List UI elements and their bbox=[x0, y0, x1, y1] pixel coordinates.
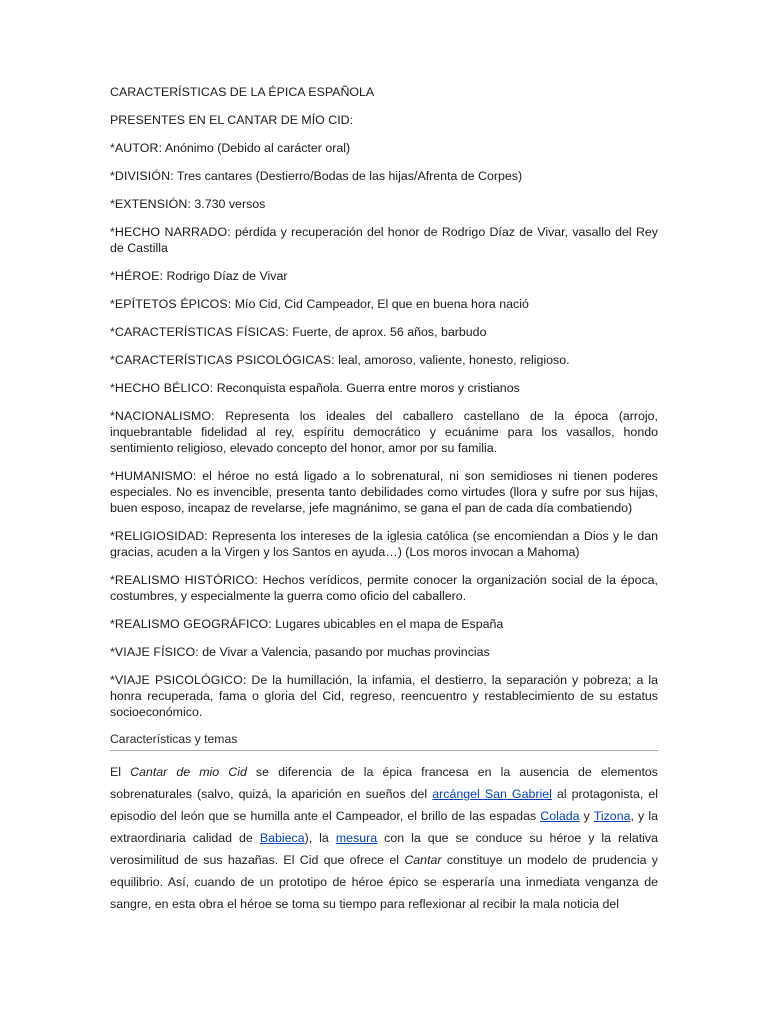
characteristic-item bbox=[110, 644, 658, 660]
characteristic-key: *HÉROE: bbox=[110, 269, 164, 283]
wiki-text: al protagonista, el episodio del león que se humilla ante el Campeador, el brillo de las espadas bbox=[110, 787, 659, 823]
wiki-text: y bbox=[579, 809, 594, 823]
characteristic-value: De la humillación, la infamia, el destierro, la separación y pobreza; a la honra recuperada, fama o gloria del Cid, regreso, reencuentro y restablecimiento de su estatus socioeconómico. bbox=[110, 673, 658, 719]
characteristic-key: *VIAJE FÍSICO: bbox=[110, 645, 199, 659]
characteristic-item bbox=[110, 168, 658, 184]
wiki-text: El bbox=[110, 765, 131, 779]
characteristic-item bbox=[110, 224, 658, 256]
wiki-paragraph bbox=[110, 761, 658, 915]
characteristic-value: 3.730 versos bbox=[190, 197, 266, 211]
characteristic-value: el héroe no está ligado a lo sobrenatural, ni son semidioses ni tienen poderes especiales. No es invencible, presenta tanto debilidades como virtudes (llora y sufre por sus hijas, buen esposo, incapaz de revelarse, jefe magnánimo, se gana el pan de cada día combatiendo) bbox=[110, 469, 658, 515]
wiki-italic-cantar: Cantar bbox=[404, 853, 442, 867]
characteristic-item bbox=[110, 528, 658, 560]
characteristic-key: *EXTENSIÓN: bbox=[110, 197, 191, 211]
section-title: Características y temas bbox=[110, 732, 658, 751]
characteristic-value: Rodrigo Díaz de Vivar bbox=[163, 269, 288, 283]
characteristic-value: pérdida y recuperación del honor de Rodrigo Díaz de Vivar, vasallo del Rey de Castilla bbox=[110, 225, 658, 255]
characteristic-value: Fuerte, de aprox. 56 años, barbudo bbox=[288, 325, 487, 339]
characteristic-key: *EPÍTETOS ÉPICOS: bbox=[110, 297, 232, 311]
characteristic-key: *CARACTERÍSTICAS FÍSICAS: bbox=[110, 325, 289, 339]
wiki-text: con la que se conduce su héroe y la relativa verosimilitud de sus hazañas. El Cid que ofrece el bbox=[110, 831, 658, 867]
characteristic-item bbox=[110, 140, 658, 156]
wiki-text: ), la bbox=[304, 831, 336, 845]
characteristic-value: Anónimo (Debido al carácter oral) bbox=[162, 141, 351, 155]
characteristic-key: *REALISMO HISTÓRICO: bbox=[110, 573, 258, 587]
link-arcangel-san-gabriel[interactable]: arcángel San Gabriel bbox=[432, 787, 552, 801]
characteristic-item bbox=[110, 352, 658, 368]
characteristic-value: Reconquista española. Guerra entre moros y cristianos bbox=[213, 381, 520, 395]
characteristic-key: *CARACTERÍSTICAS PSICOLÓGICAS: bbox=[110, 353, 335, 367]
characteristic-item bbox=[110, 196, 658, 212]
characteristic-item bbox=[110, 324, 658, 340]
characteristic-item bbox=[110, 296, 658, 312]
characteristic-value: Hechos verídicos, permite conocer la organización social de la época, costumbres, y especialmente la guerra como oficio del caballero. bbox=[110, 573, 658, 603]
characteristic-item bbox=[110, 468, 658, 516]
link-babieca[interactable]: Babieca bbox=[259, 831, 305, 845]
wiki-italic-title: Cantar de mio Cid bbox=[130, 765, 247, 779]
characteristic-key: *RELIGIOSIDAD: bbox=[110, 529, 208, 543]
characteristic-value: Representa los ideales del caballero castellano de la época (arrojo, inquebrantable fidelidad al rey, espíritu democrático y ecuánime para los vasallos, hondo sentimiento religioso, elevado concepto del honor, amor por su familia. bbox=[110, 409, 658, 455]
characteristic-key: *DIVISIÓN: bbox=[110, 169, 174, 183]
characteristic-key: *HECHO NARRADO: bbox=[110, 225, 231, 239]
characteristic-key: *VIAJE PSICOLÓGICO: bbox=[110, 673, 247, 687]
characteristic-value: Mío Cid, Cid Campeador, El que en buena hora nació bbox=[231, 297, 529, 311]
link-colada[interactable]: Colada bbox=[540, 809, 580, 823]
wiki-text: , y la extraordinaria calidad de bbox=[110, 809, 658, 845]
characteristic-value: leal, amoroso, valiente, honesto, religioso. bbox=[334, 353, 570, 367]
characteristic-item bbox=[110, 380, 658, 396]
characteristic-key: *HECHO BÉLICO: bbox=[110, 381, 214, 395]
characteristic-value: de Vivar a Valencia, pasando por muchas provincias bbox=[198, 645, 490, 659]
characteristic-item bbox=[110, 408, 658, 456]
characteristic-key: *NACIONALISMO: bbox=[110, 409, 215, 423]
wiki-text: se diferencia de la épica francesa en la ausencia de elementos sobrenaturales (salvo, quizá, la aparición en sueños del bbox=[110, 765, 658, 801]
characteristic-key: *REALISMO GEOGRÁFICO: bbox=[110, 617, 272, 631]
document-page bbox=[110, 84, 658, 915]
characteristic-item bbox=[110, 672, 658, 720]
characteristic-item bbox=[110, 572, 658, 604]
link-mesura[interactable]: mesura bbox=[335, 831, 378, 845]
characteristic-value: Representa los intereses de la iglesia católica (se encomiendan a Dios y le dan gracias, acuden a la Virgen y los Santos en ayuda…) (Los moros invocan a Mahoma) bbox=[110, 529, 658, 559]
document-subtitle: PRESENTES EN EL CANTAR DE MÍO CID: bbox=[110, 113, 354, 127]
characteristic-key: *HUMANISMO: bbox=[110, 469, 197, 483]
characteristic-value: Tres cantares (Destierro/Bodas de las hijas/Afrenta de Corpes) bbox=[173, 169, 523, 183]
document-title: CARACTERÍSTICAS DE LA ÉPICA ESPAÑOLA bbox=[110, 85, 375, 99]
characteristic-key: *AUTOR: bbox=[110, 141, 163, 155]
characteristic-item bbox=[110, 616, 658, 632]
wiki-text: constituye un modelo de prudencia y equilibrio. Así, cuando de un prototipo de héroe épico se esperaría una inmediata venganza de sangre, en esta obra el héroe se toma su tiempo para reflexionar al recibir la mala noticia del bbox=[110, 853, 658, 911]
characteristic-item bbox=[110, 268, 658, 284]
characteristic-value: Lugares ubicables en el mapa de España bbox=[271, 617, 504, 631]
link-tizona[interactable]: Tizona bbox=[593, 809, 631, 823]
characteristics-list bbox=[110, 140, 658, 720]
